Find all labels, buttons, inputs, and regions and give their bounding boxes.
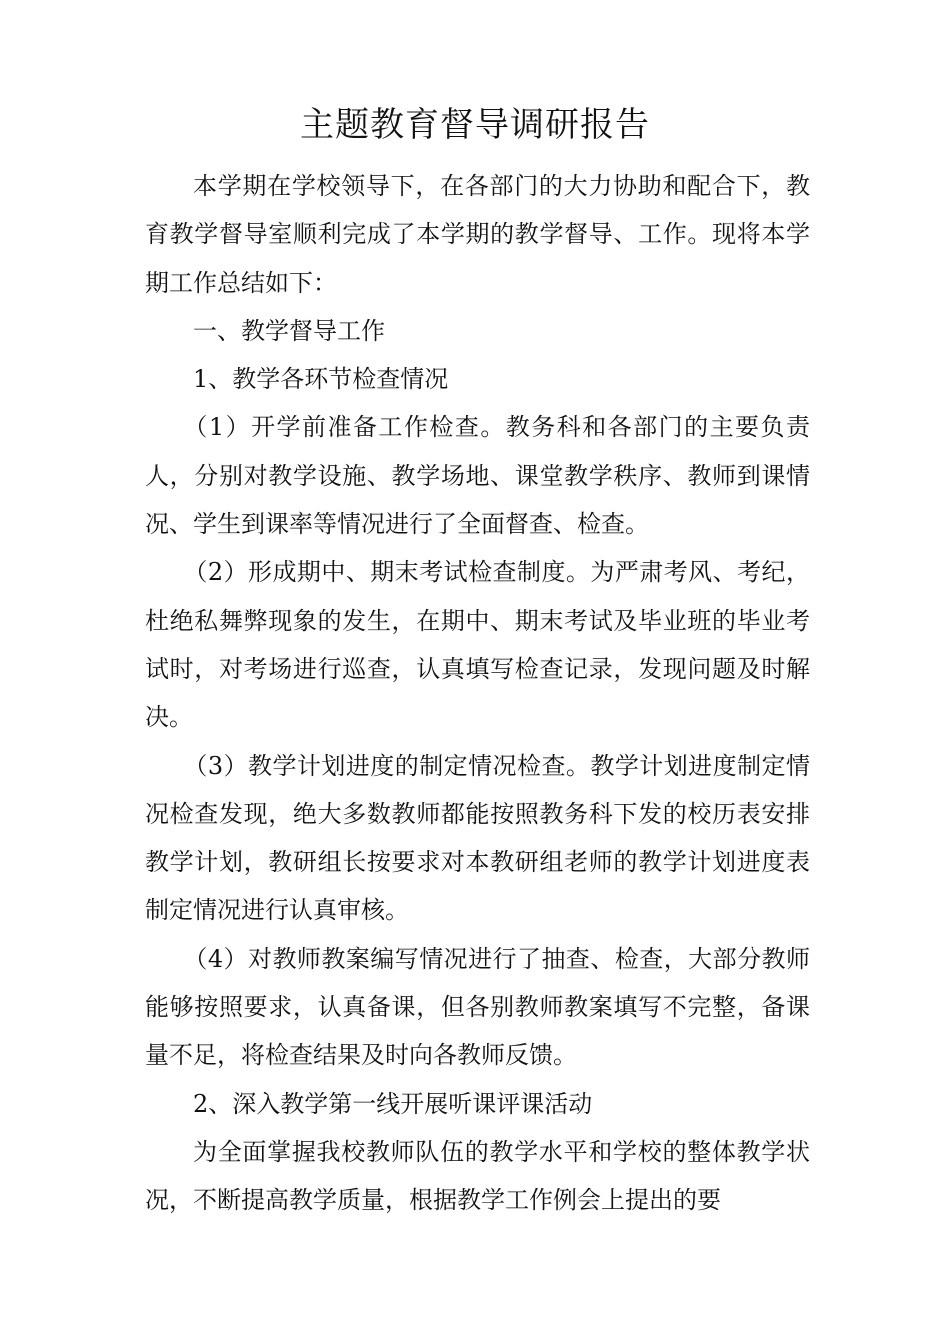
item-paragraph: （1）开学前准备工作检查。教务科和各部门的主要负责人，分别对教学设施、教学场地、课堂教学秩序、教师到课情况、学生到课率等情况进行了全面督查、检查。	[145, 413, 810, 539]
item-paragraph: （3）教学计划进度的制定情况检查。教学计划进度制定情况检查发现，绝大多数教师都能按照教务科下发的校历表安排教学计划，教研组长按要求对本教研组老师的教学计划进度表制定情况进行认真审核。	[145, 751, 810, 925]
document-body	[145, 162, 810, 1225]
subsection-heading: 2、深入教学第一线开展听课评课活动	[193, 1089, 593, 1118]
item-paragraph: （2）形成期中、期末考试检查制度。为严肃考风、考纪，杜绝私舞弊现象的发生，在期中、期末考试及毕业班的毕业考试时，对考场进行巡查，认真填写检查记录，发现问题及时解决。	[145, 558, 810, 732]
section-heading: 一、教学督导工作	[193, 316, 385, 345]
body-paragraph: 为全面掌握我校教师队伍的教学水平和学校的整体教学状况，不断提高教学质量，根据教学工作例会上提出的要	[145, 1137, 810, 1215]
subsection-heading: 1、教学各环节检查情况	[193, 365, 449, 394]
item-paragraph: （4）对教师教案编写情况进行了抽查、检查，大部分教师能够按照要求，认真备课，但各别教师教案填写不完整，备课量不足，将检查结果及时向各教师反馈。	[145, 944, 810, 1070]
intro-paragraph: 本学期在学校领导下，在各部门的大力协助和配合下，教育教学督导室顺利完成了本学期的教学督导、工作。现将本学期工作总结如下：	[145, 172, 810, 297]
document-title: 主题教育督导调研报告	[300, 105, 650, 145]
